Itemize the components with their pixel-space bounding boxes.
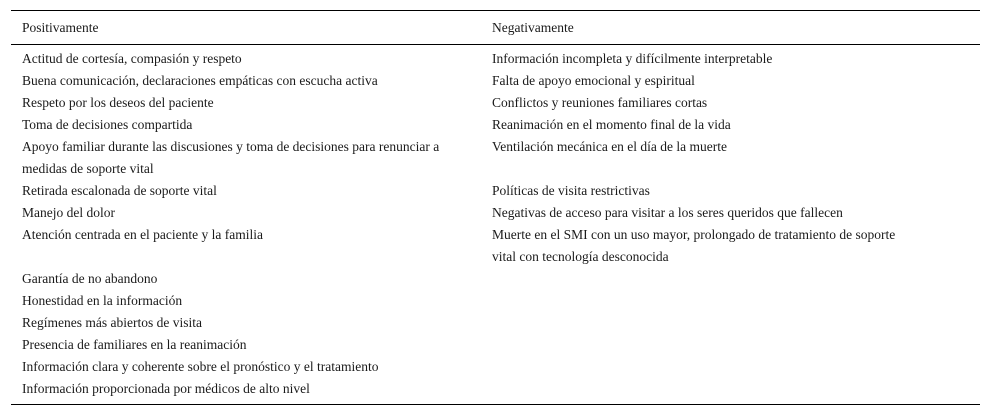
positive-text: Actitud de cortesía, compasión y respeto [22, 51, 242, 66]
positive-cell [11, 378, 481, 405]
negative-text: Conflictos y reuniones familiares cortas [492, 95, 708, 110]
negative-cell [481, 356, 980, 378]
negative-text: Ventilación mecánica en el día de la muerte [492, 139, 728, 154]
table-row [11, 114, 980, 136]
negative-text: Información incompleta y difícilmente interpretable [492, 51, 773, 66]
negative-text: Reanimación en el momento final de la vida [492, 117, 731, 132]
positive-cell [11, 224, 481, 268]
positive-cell [11, 290, 481, 312]
negative-text: Negativas de acceso para visitar a los seres queridos que fallecen [492, 205, 843, 220]
positive-text: Honestidad en la información [22, 293, 183, 308]
table-row [11, 268, 980, 290]
positive-cell [11, 70, 481, 92]
positive-text: Manejo del dolor [22, 205, 115, 220]
positive-cell [11, 136, 481, 180]
positive-text: Apoyo familiar durante las discusiones y toma de decisiones para renunciar a medidas de soporte vital [22, 139, 440, 176]
positive-text: Garantía de no abandono [22, 271, 158, 286]
positive-cell [11, 356, 481, 378]
header-row [11, 11, 980, 45]
positive-cell [11, 114, 481, 136]
negative-cell [481, 334, 980, 356]
comparison-table-container [11, 10, 980, 405]
positive-text: Buena comunicación, declaraciones empáticas con escucha activa [22, 73, 378, 88]
negative-cell [481, 114, 980, 136]
negative-cell [481, 290, 980, 312]
negative-cell [481, 70, 980, 92]
comparison-table [11, 10, 980, 405]
header-negativamente: Negativamente [492, 20, 574, 35]
table-body [11, 45, 980, 405]
positive-cell [11, 202, 481, 224]
positive-cell [11, 312, 481, 334]
negative-cell [481, 92, 980, 114]
table-row [11, 356, 980, 378]
negative-text: Muerte en el SMI con un uso mayor, prolongado de tratamiento de soporte vital con tecnología desconocida [492, 227, 896, 264]
positive-text: Respeto por los deseos del paciente [22, 95, 214, 110]
positive-text: Atención centrada en el paciente y la familia [22, 227, 264, 242]
negative-cell [481, 378, 980, 405]
positive-text: Toma de decisiones compartida [22, 117, 193, 132]
table-row [11, 202, 980, 224]
positive-cell [11, 45, 481, 71]
table-row [11, 312, 980, 334]
table-row [11, 334, 980, 356]
table-header [11, 11, 980, 45]
table-row [11, 180, 980, 202]
positive-text: Información clara y coherente sobre el pronóstico y el tratamiento [22, 359, 379, 374]
negative-cell [481, 224, 980, 268]
table-row [11, 136, 980, 180]
header-positivamente: Positivamente [22, 20, 99, 35]
negative-cell [481, 312, 980, 334]
positive-cell [11, 268, 481, 290]
positive-text: Información proporcionada por médicos de alto nivel [22, 381, 310, 396]
negative-cell [481, 180, 980, 202]
table-row [11, 224, 980, 268]
positive-text: Retirada escalonada de soporte vital [22, 183, 217, 198]
positive-cell [11, 92, 481, 114]
table-row [11, 378, 980, 405]
positive-cell [11, 180, 481, 202]
negative-cell [481, 45, 980, 71]
negative-cell [481, 136, 980, 180]
negative-text: Políticas de visita restrictivas [492, 183, 650, 198]
table-row [11, 290, 980, 312]
table-row [11, 92, 980, 114]
positive-cell [11, 334, 481, 356]
negative-cell [481, 268, 980, 290]
positive-text: Presencia de familiares en la reanimación [22, 337, 247, 352]
negative-text: Falta de apoyo emocional y espiritual [492, 73, 695, 88]
negative-cell [481, 202, 980, 224]
table-row [11, 45, 980, 71]
positive-text: Regímenes más abiertos de visita [22, 315, 202, 330]
table-row [11, 70, 980, 92]
